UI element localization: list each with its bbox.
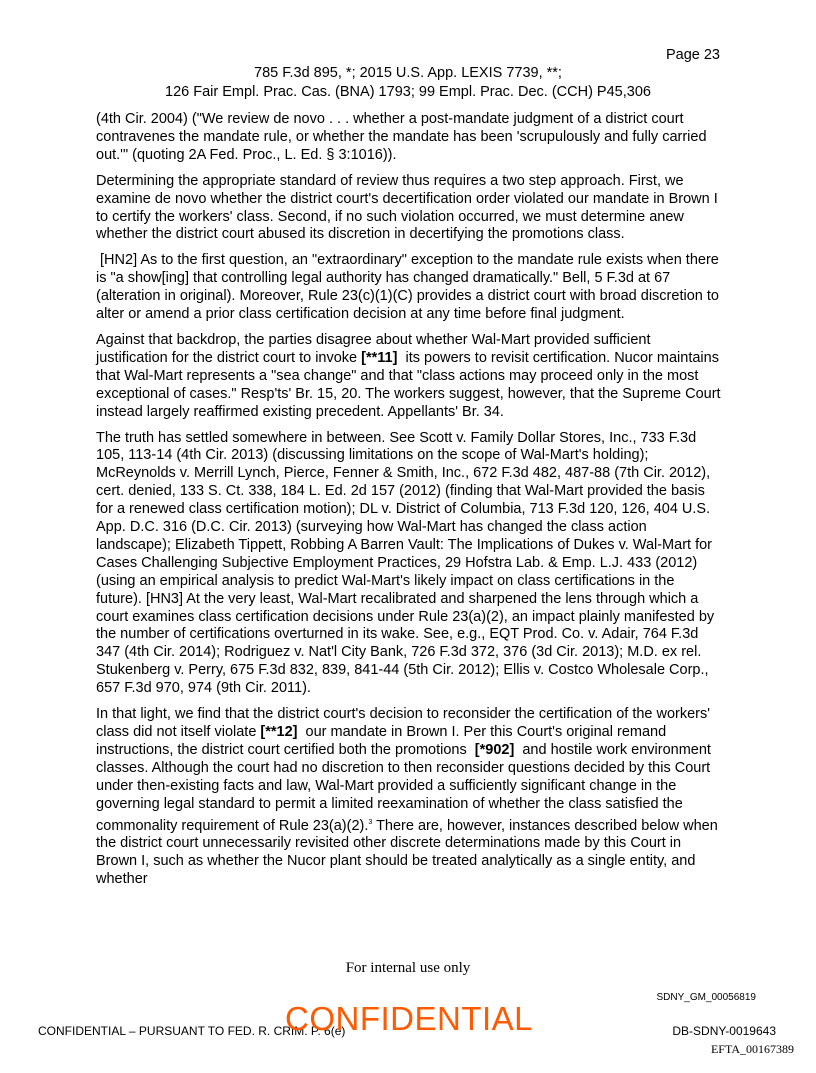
paragraph-4 <box>96 332 724 422</box>
citation-line-2: 126 Fair Empl. Prac. Cas. (BNA) 1793; 99 Empl. Prac. Dec. (CCH) P45,306 <box>165 84 651 100</box>
paragraph-4-text-a: Against that backdrop, the parties disagree about whether Wal-Mart provided sufficient justification for the district court to invoke <box>96 331 651 366</box>
confidential-notice: CONFIDENTIAL – PURSUANT TO FED. R. CRIM. P. 6(e) <box>38 1024 346 1038</box>
paragraph-6-text-b: our mandate in Brown I. Per this Court's original remand instructions, the district court certified both the promotions <box>96 724 671 758</box>
case-citation-header <box>0 64 816 102</box>
paragraph-5: The truth has settled somewhere in between. See Scott v. Family Dollar Stores, Inc., 733 F.3d 105, 113-14 (4th Cir. 2013) (discussing limitations on the scope of Wal-Mart's holding); McReynolds v. Merrill Lynch, Pierce, Fenner & Smith, Inc., 672 F.3d 482, 487-88 (7th Cir. 2012), cert. denied, 133 S. Ct. 338, 184 L. Ed. 2d 157 (2012) (finding that Wal-Mart provided the basis for a renewed class certification motion); DL v. District of Columbia, 713 F.3d 120, 126, 404 U.S. App. D.C. 316 (D.C. Cir. 2013) (surveying how Wal-Mart has changed the class action landscape); Elizabeth Tippett, Robbing A Barren Vault: The Implications of Dukes v. Wal-Mart for Cases Challenging Subjective Employment Practices, 29 Hofstra Lab. & Emp. L.J. 433 (2012) (using an empirical analysis to predict Wal-Mart's likely impact on class certifications in the future). [HN3] At the very least, Wal-Mart recalibrated and sharpened the lens through which a court examines class certification decisions under Rule 23(a)(2), an impact plainly manifested by the number of certifications overturned in its wake. See, e.g., EQT Prod. Co. v. Adair, 764 F.3d 347 (4th Cir. 2014); Rodriguez v. Nat'l City Bank, 726 F.3d 372, 376 (3d Cir. 2013); M.D. ex rel. Stukenberg v. Perry, 675 F.3d 832, 839, 841-44 (5th Cir. 2012); Ellis v. Costco Wholesale Corp., 657 F.3d 970, 974 (9th Cir. 2011). <box>96 429 715 697</box>
footnote-reference[interactable]: 3 <box>368 818 373 826</box>
paragraph-4-text-b: its powers to revisit certification. Nucor maintains that Wal-Mart represents a "sea change" and that "class actions may proceed only in the most exceptional of cases." Resp'ts' Br. 15, 20. The workers suggest, however, that the Supreme Court instead largely reaffirmed existing precedent. Appellants' Br. 34. <box>96 349 725 420</box>
page-number: Page 23 <box>665 47 720 63</box>
citation-line-1: 785 F.3d 895, *; 2015 U.S. App. LEXIS 7739, **; <box>254 65 562 81</box>
star-page-marker: [*902] <box>474 741 515 758</box>
paragraph-6-text-c: and hostile work environment classes. Although the court had no discretion to then reconsider questions decided by this Court under then-existing facts and law, Wal-Mart provided a sufficiently significant change in the governing legal standard to permit a limited reexamination of whether the class satisfied the commonality requirement of Rule 23(a)(2). <box>96 741 715 834</box>
internal-use-notice: For internal use only <box>345 960 471 976</box>
opinion-body <box>96 111 724 897</box>
paragraph-6-text-d: There are, however, instances described below when the district court unnecessarily revisited other discrete determinations made by this Court in Brown I, such as whether the Nucor plant should be treated analytically as a single entity, and whether <box>96 817 718 888</box>
paragraph-6-text-a: In that light, we find that the district court's decision to reconsider the certification of the workers' class did not itself violate <box>96 706 711 740</box>
paragraph-2: Determining the appropriate standard of review thus requires a two step approach. First, we examine de novo whether the district court's decertification order violated our mandate in Brown I to certify the workers' class. Second, if no such violation occurred, we must determine anew whether the district court abused its discretion in decertifying the promotions class. <box>96 172 718 243</box>
efta-number: EFTA_00167389 <box>710 1042 794 1056</box>
paragraph-6 <box>96 706 724 889</box>
confidential-stamp: CONFIDENTIAL <box>285 1000 534 1037</box>
bates-number-sdny: SDNY_GM_00056819 <box>656 992 756 1003</box>
star-page-marker: [**12] <box>260 724 298 740</box>
star-page-marker: [**11] <box>361 349 398 366</box>
bates-number-db: DB-SDNY-0019643 <box>672 1024 776 1038</box>
paragraph-1: (4th Cir. 2004) ("We review de novo . . . whether a post-mandate judgment of a district court contravenes the mandate rule, or whether the mandate has been 'scrupulously and fully carried out.'" (quoting 2A Fed. Proc., L. Ed. § 3:1016)). <box>96 111 707 163</box>
paragraph-3: [HN2] As to the first question, an "extraordinary" exception to the mandate rule exists when there is "a show[ing] that controlling legal authority has changed dramatically." Bell, 5 F.3d at 67 (alteration in original). Moreover, Rule 23(c)(1)(C) provides a district court with broad discretion to alter or amend a prior class certification decision at any time before final judgment. <box>96 252 723 323</box>
